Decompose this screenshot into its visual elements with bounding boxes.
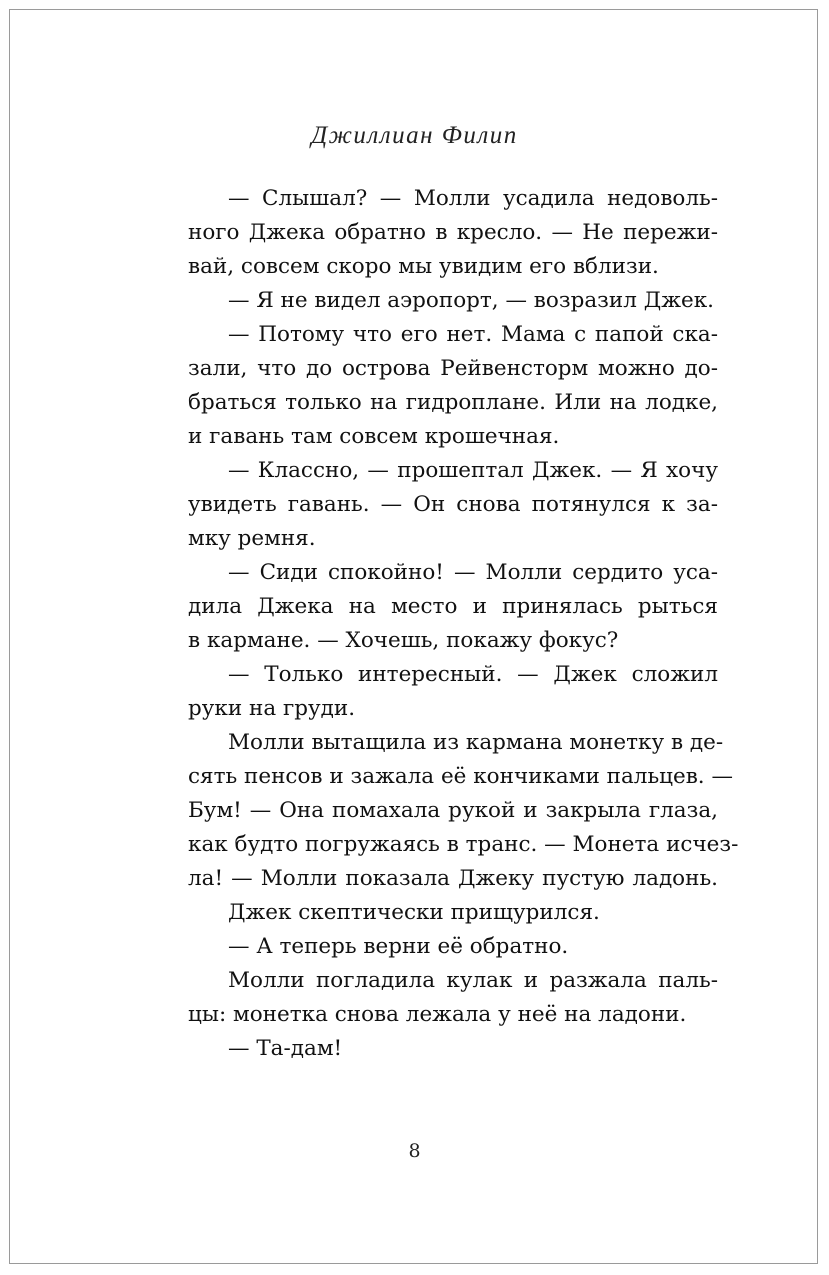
- page-number: 8: [408, 1140, 421, 1162]
- text-line: цы: монетка снова лежала у неё на ладони.: [188, 1002, 687, 1027]
- text-line: зали, что до острова Рейвенсторм можно до-: [188, 356, 718, 381]
- text-line: сять пенсов и зажала её кончиками пальцев. —: [188, 764, 733, 789]
- text-line: Молли вытащила из кармана монетку в де-: [228, 730, 724, 755]
- text-line: — Потому что его нет. Мама с папой ска-: [228, 322, 718, 347]
- text-line: — Сиди спокойно! — Молли сердито уса-: [228, 560, 718, 585]
- text-line: — Классно, — прошептал Джек. — Я хочу: [228, 458, 718, 483]
- text-line: — Та-дам!: [228, 1036, 343, 1061]
- text-line: — А теперь верни её обратно.: [228, 934, 569, 959]
- text-line: вай, совсем скоро мы увидим его вблизи.: [188, 254, 659, 279]
- text-line: браться только на гидроплане. Или на лодке,: [188, 390, 718, 415]
- text-line: ного Джека обратно в кресло. — Не пережи-: [188, 220, 718, 245]
- text-line: в кармане. — Хочешь, покажу фокус?: [188, 628, 619, 653]
- text-line: — Я не видел аэропорт, — возразил Джек.: [228, 288, 714, 313]
- text-line: Джек скептически прищурился.: [228, 900, 600, 925]
- text-line: мку ремня.: [188, 526, 316, 551]
- text-line: как будто погружаясь в транс. — Монета исчез-: [188, 832, 739, 857]
- text-line: ла! — Молли показала Джеку пустую ладонь.: [188, 866, 718, 891]
- text-line: — Только интересный. — Джек сложил: [228, 662, 718, 687]
- text-line: дила Джека на место и принялась рыться: [188, 594, 718, 619]
- body-text: [188, 182, 739, 1066]
- text-line: Бум! — Она помахала рукой и закрыла глаза,: [188, 798, 718, 823]
- text-line: — Слышал? — Молли усадила недоволь-: [228, 186, 718, 211]
- running-head-author: Джиллиан Филип: [311, 122, 518, 149]
- text-line: и гавань там совсем крошечная.: [188, 424, 560, 449]
- text-line: увидеть гавань. — Он снова потянулся к за-: [188, 492, 718, 517]
- text-line: Молли погладила кулак и разжала паль-: [228, 968, 718, 993]
- text-line: руки на груди.: [188, 696, 356, 721]
